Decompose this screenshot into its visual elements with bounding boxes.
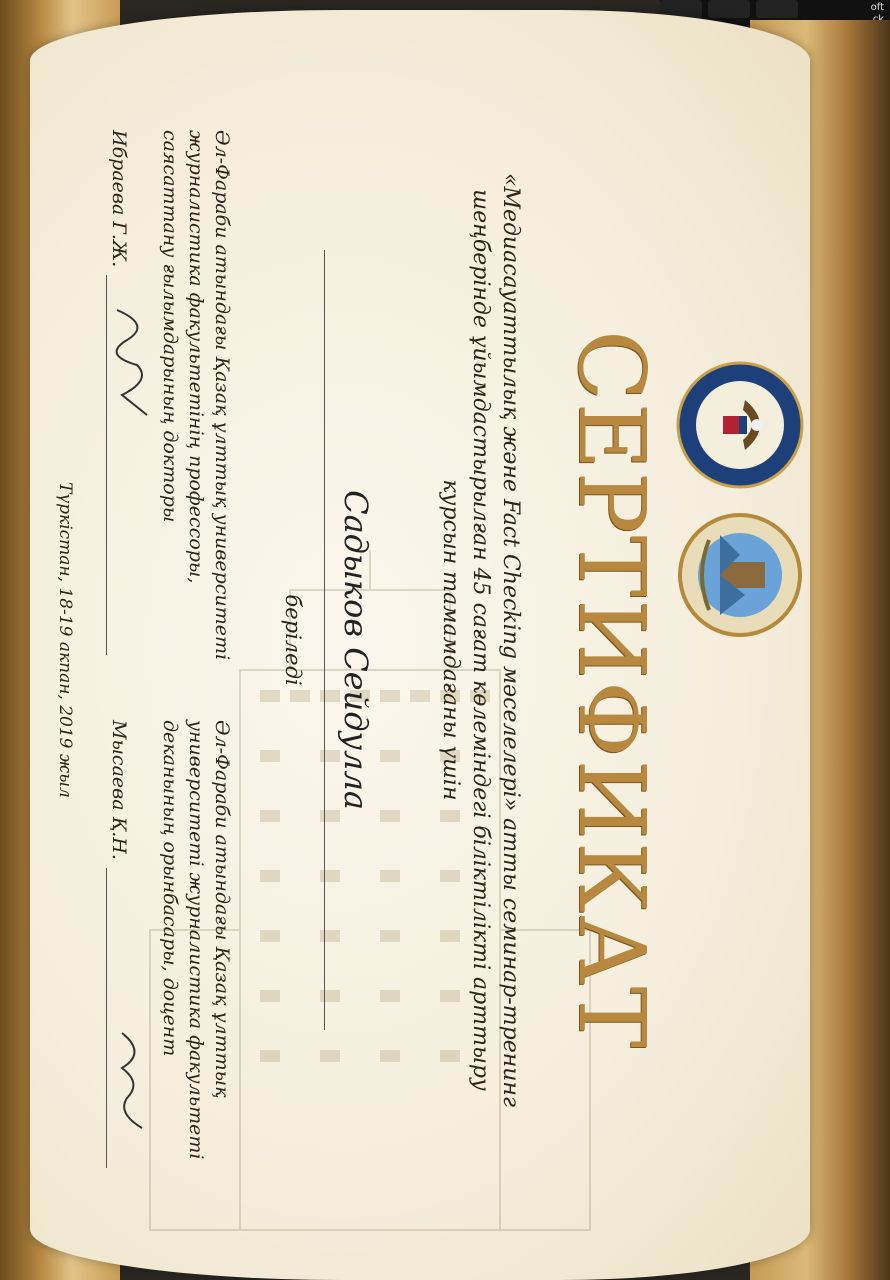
right-signatory <box>106 720 235 1200</box>
right-signatory-name: Мысаева Қ.Н. <box>108 720 130 860</box>
right-signature-scribble <box>107 1028 157 1148</box>
seals-row <box>655 360 805 960</box>
left-signatory <box>106 130 235 690</box>
kaznu-university-seal <box>675 510 805 640</box>
course-description <box>435 170 525 1110</box>
given-label: беріледі <box>281 594 305 686</box>
right-signatory-org: Әл-Фараби атындағы Қазақ ұлттық университеті журналистика факультеті деканының орынбасары, доцент <box>159 720 233 1160</box>
description-line-3: курсын тамамдағаны үшін <box>438 479 463 801</box>
certificate-content <box>25 20 865 1260</box>
keyboard-key <box>756 0 798 18</box>
right-signature-row <box>106 720 147 1200</box>
keyboard-key <box>708 0 750 18</box>
place-and-date: Түркістан, 18-19 акпан, 2019 жыл <box>55 482 75 798</box>
left-signature-scribble <box>107 305 157 425</box>
us-department-of-state-seal <box>675 360 805 490</box>
right-signature-line <box>106 868 147 1168</box>
left-signatory-name: Ибраева Г.Ж. <box>108 130 130 268</box>
left-signature-line <box>106 275 147 655</box>
left-signatory-org: Әл-Фараби атындағы Қазақ ұлттық университеті журналистика факультетінің профессоры, саясаттану ғылымдарының докторы <box>159 130 233 661</box>
left-signature-row <box>106 130 147 690</box>
certificate-title: СЕРТИФИКАТ <box>558 330 665 1050</box>
keyboard-corner-text: oft <box>870 2 884 13</box>
description-line-1: «Медиасауаттылық және Fact Checking мәселелері» атты семинар-тренинг <box>498 172 523 1108</box>
recipient-name-handwritten: Садыков Сейдулла <box>337 490 375 810</box>
description-line-2: шеңберінде ұйымдастырылған 45 сағат көлеміндегі біліктілікті арттыру <box>468 189 493 1091</box>
